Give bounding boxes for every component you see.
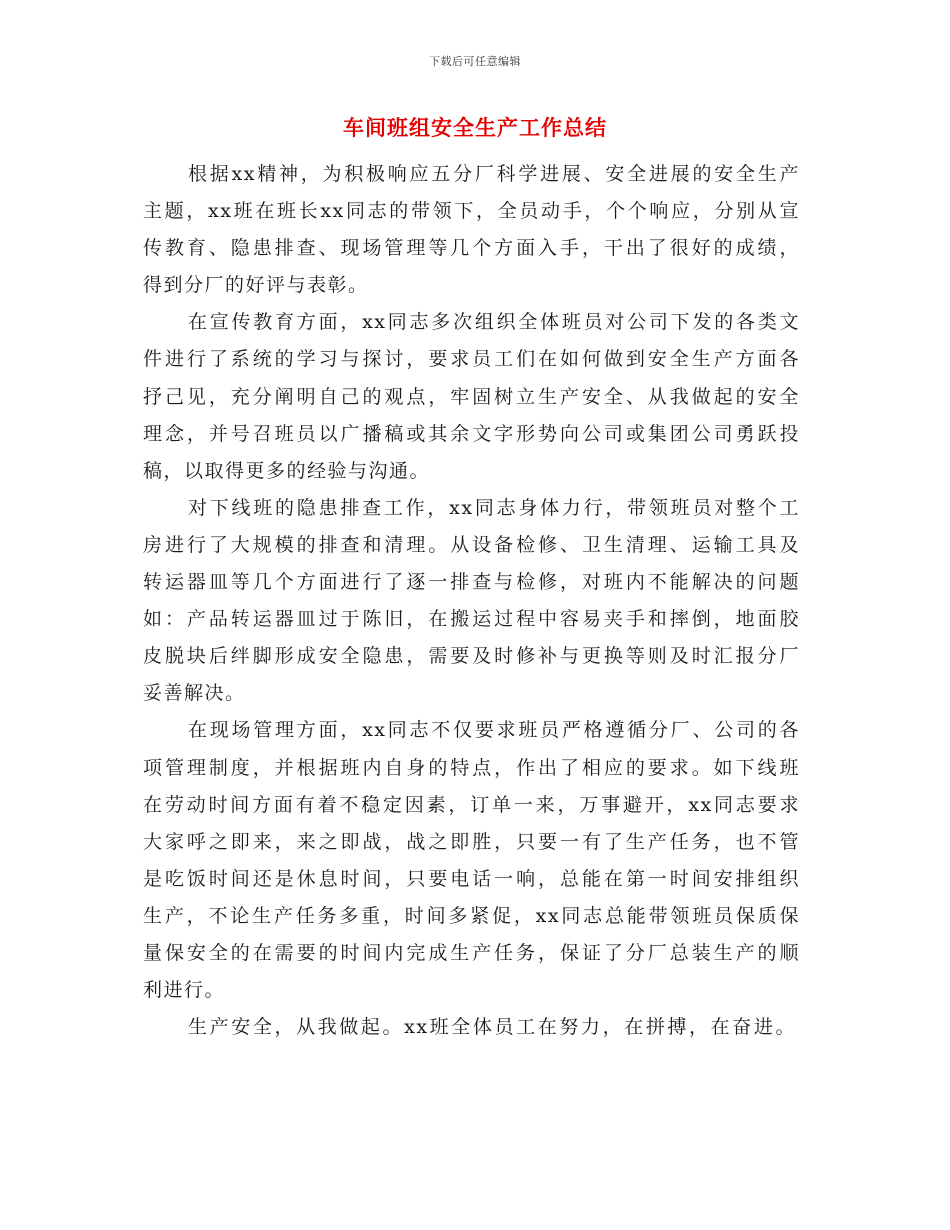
text-line: 大家呼之即来，来之即战，战之即胜，只要一有了生产任务，也不管: [143, 830, 800, 853]
document-title: 车间班组安全生产工作总结: [343, 115, 607, 140]
text-line: 项管理制度，并根据班内自身的特点，作出了相应的要求。如下线班: [143, 756, 800, 779]
text-line: 主题，xx班在班长xx同志的带领下，全员动手，个个响应，分别从宣: [143, 200, 800, 223]
text-line: 件进行了系统的学习与探讨，要求员工们在如何做到安全生产方面各: [143, 348, 800, 371]
paragraph: [143, 304, 800, 489]
text-line: 在劳动时间方面有着不稳定因素，订单一来，万事避开，xx同志要求: [143, 793, 800, 816]
text-line: 稿，以取得更多的经验与沟通。: [143, 459, 431, 482]
paragraph: [143, 1009, 800, 1046]
text-line: 皮脱块后绊脚形成安全隐患，需要及时修补与更换等则及时汇报分厂: [143, 645, 800, 668]
text-line: 是吃饭时间还是休息时间，只要电话一响，总能在第一时间安排组织: [143, 867, 800, 890]
text-line: 抒己见，充分阐明自己的观点，牢固树立生产安全、从我做起的安全: [143, 385, 800, 408]
text-line: 转运器皿等几个方面进行了逐一排查与检修，对班内不能解决的问题: [143, 571, 800, 594]
page-header-note: 下载后可任意编辑: [429, 55, 521, 68]
text-line: 利进行。: [143, 979, 226, 1002]
text-line: 根据xx精神，为积极响应五分厂科学进展、安全进展的安全生产: [188, 163, 800, 185]
text-line: 在现场管理方面，xx同志不仅要求班员严格遵循分厂、公司的各: [188, 719, 800, 742]
paragraph: [143, 156, 800, 304]
text-line: 理念，并号召班员以广播稿或其余文字形势向公司或集团公司勇跃投: [143, 422, 800, 445]
text-line: 得到分厂的好评与表彰。: [143, 274, 369, 297]
paragraph: [143, 712, 800, 1009]
document-body: [143, 156, 800, 1046]
text-line: 生产，不论生产任务多重，时间多紧促，xx同志总能带领班员保质保: [143, 904, 800, 927]
text-line: 在宣传教育方面，xx同志多次组织全体班员对公司下发的各类文: [188, 311, 800, 334]
paragraph: [143, 490, 800, 713]
text-line: 生产安全，从我做起。xx班全体员工在努力，在拼搏，在奋进。: [188, 1016, 796, 1039]
text-line: 量保安全的在需要的时间内完成生产任务，保证了分厂总装生产的顺: [143, 941, 800, 964]
text-line: 传教育、隐患排查、现场管理等几个方面入手，干出了很好的成绩，: [143, 237, 800, 260]
text-line: 如：产品转运器皿过于陈旧，在搬运过程中容易夹手和摔倒，地面胶: [143, 608, 800, 631]
text-line: 妥善解决。: [143, 682, 246, 705]
text-line: 房进行了大规模的排查和清理。从设备检修、卫生清理、运输工具及: [143, 533, 800, 556]
text-line: 对下线班的隐患排查工作，xx同志身体力行，带领班员对整个工: [188, 496, 800, 519]
